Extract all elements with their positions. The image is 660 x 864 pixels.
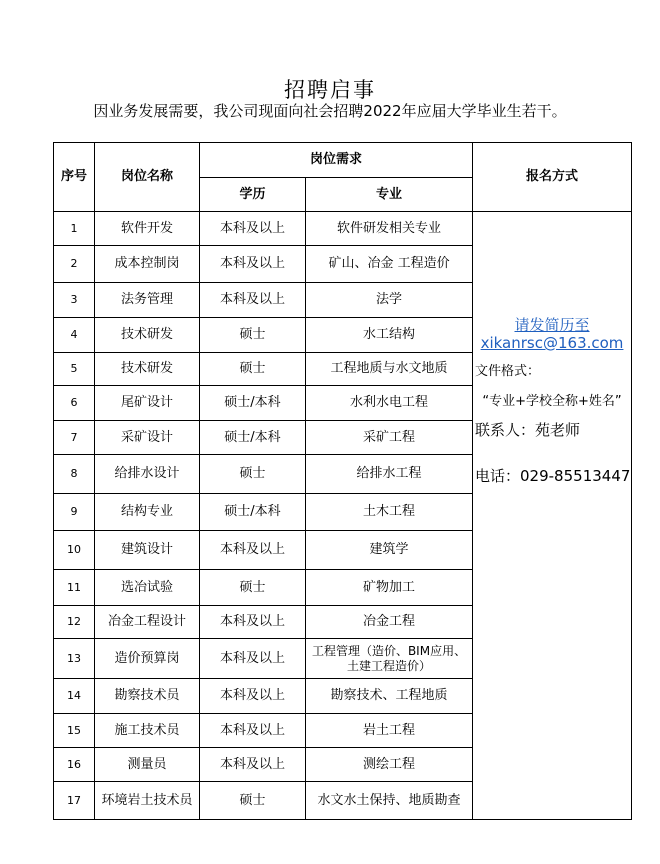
row-no: 17 xyxy=(54,782,95,820)
email-link[interactable] xyxy=(473,316,631,352)
row-position: 选冶试验 xyxy=(95,570,200,606)
row-no: 13 xyxy=(54,639,95,679)
row-no: 8 xyxy=(54,455,95,494)
row-major: 工程管理（造价、BIM应用、土建工程造价） xyxy=(306,639,473,679)
row-education: 硕士/本科 xyxy=(200,421,306,455)
apply-info xyxy=(473,316,631,484)
row-major: 工程地质与水文地质 xyxy=(306,353,473,386)
file-format-value: “专业+学校全称+姓名” xyxy=(482,394,622,409)
recruitment-table xyxy=(53,142,632,820)
row-major: 矿山、冶金 工程造价 xyxy=(306,246,473,283)
row-no: 16 xyxy=(54,748,95,782)
row-position: 给排水设计 xyxy=(95,455,200,494)
row-position: 勘察技术员 xyxy=(95,679,200,714)
page-title: 招聘启事 xyxy=(284,78,376,102)
row-education: 本科及以上 xyxy=(200,212,306,246)
contact-person: 联系人：苑老师 xyxy=(475,421,581,439)
apply-info-cell xyxy=(473,212,632,820)
row-education: 硕士/本科 xyxy=(200,386,306,421)
row-major: 测绘工程 xyxy=(306,748,473,782)
row-no: 2 xyxy=(54,246,95,283)
row-education: 本科及以上 xyxy=(200,606,306,639)
header-requirements: 岗位需求 xyxy=(200,143,473,178)
row-no: 10 xyxy=(54,531,95,570)
contact-phone: 电话：029-85513447 xyxy=(475,467,631,485)
row-position: 测量员 xyxy=(95,748,200,782)
row-no: 15 xyxy=(54,714,95,748)
row-major: 建筑学 xyxy=(306,531,473,570)
row-no: 4 xyxy=(54,318,95,353)
row-no: 7 xyxy=(54,421,95,455)
row-no: 6 xyxy=(54,386,95,421)
row-position: 施工技术员 xyxy=(95,714,200,748)
row-major: 土木工程 xyxy=(306,494,473,531)
row-position: 冶金工程设计 xyxy=(95,606,200,639)
row-major: 法学 xyxy=(306,283,473,318)
row-major: 岩土工程 xyxy=(306,714,473,748)
row-no: 12 xyxy=(54,606,95,639)
row-position: 成本控制岗 xyxy=(95,246,200,283)
table-row xyxy=(54,212,632,246)
email-address[interactable]: xikanrsc@163.com xyxy=(480,334,624,352)
row-major: 水工结构 xyxy=(306,318,473,353)
row-position: 法务管理 xyxy=(95,283,200,318)
row-position: 尾矿设计 xyxy=(95,386,200,421)
row-education: 本科及以上 xyxy=(200,246,306,283)
row-major: 水文水土保持、地质勘查 xyxy=(306,782,473,820)
header-no: 序号 xyxy=(54,143,95,212)
row-major: 软件研发相关专业 xyxy=(306,212,473,246)
row-major: 矿物加工 xyxy=(306,570,473,606)
row-major: 勘察技术、工程地质 xyxy=(306,679,473,714)
row-position: 软件开发 xyxy=(95,212,200,246)
row-no: 1 xyxy=(54,212,95,246)
header-position: 岗位名称 xyxy=(95,143,200,212)
row-education: 硕士 xyxy=(200,353,306,386)
row-education: 硕士 xyxy=(200,455,306,494)
row-no: 3 xyxy=(54,283,95,318)
header-apply: 报名方式 xyxy=(473,143,632,212)
row-position: 造价预算岗 xyxy=(95,639,200,679)
row-education: 硕士 xyxy=(200,318,306,353)
email-line1[interactable]: 请发简历至 xyxy=(514,316,590,334)
row-position: 技术研发 xyxy=(95,353,200,386)
row-education: 本科及以上 xyxy=(200,748,306,782)
row-no: 5 xyxy=(54,353,95,386)
row-education: 本科及以上 xyxy=(200,679,306,714)
row-major: 采矿工程 xyxy=(306,421,473,455)
row-education: 本科及以上 xyxy=(200,714,306,748)
row-no: 9 xyxy=(54,494,95,531)
row-major: 冶金工程 xyxy=(306,606,473,639)
file-format-label: 文件格式： xyxy=(475,364,541,379)
row-position: 结构专业 xyxy=(95,494,200,531)
header-education: 学历 xyxy=(200,178,306,212)
row-education: 本科及以上 xyxy=(200,531,306,570)
row-position: 建筑设计 xyxy=(95,531,200,570)
row-position: 环境岩土技术员 xyxy=(95,782,200,820)
row-education: 本科及以上 xyxy=(200,639,306,679)
row-no: 14 xyxy=(54,679,95,714)
row-position: 采矿设计 xyxy=(95,421,200,455)
row-education: 硕士 xyxy=(200,570,306,606)
row-position: 技术研发 xyxy=(95,318,200,353)
header-major: 专业 xyxy=(306,178,473,212)
intro-text: 因业务发展需要，我公司现面向社会招聘2022年应届大学毕业生若干。 xyxy=(93,102,567,120)
row-education: 硕士 xyxy=(200,782,306,820)
row-education: 本科及以上 xyxy=(200,283,306,318)
row-education: 硕士/本科 xyxy=(200,494,306,531)
row-major: 水利水电工程 xyxy=(306,386,473,421)
row-major: 给排水工程 xyxy=(306,455,473,494)
row-no: 11 xyxy=(54,570,95,606)
